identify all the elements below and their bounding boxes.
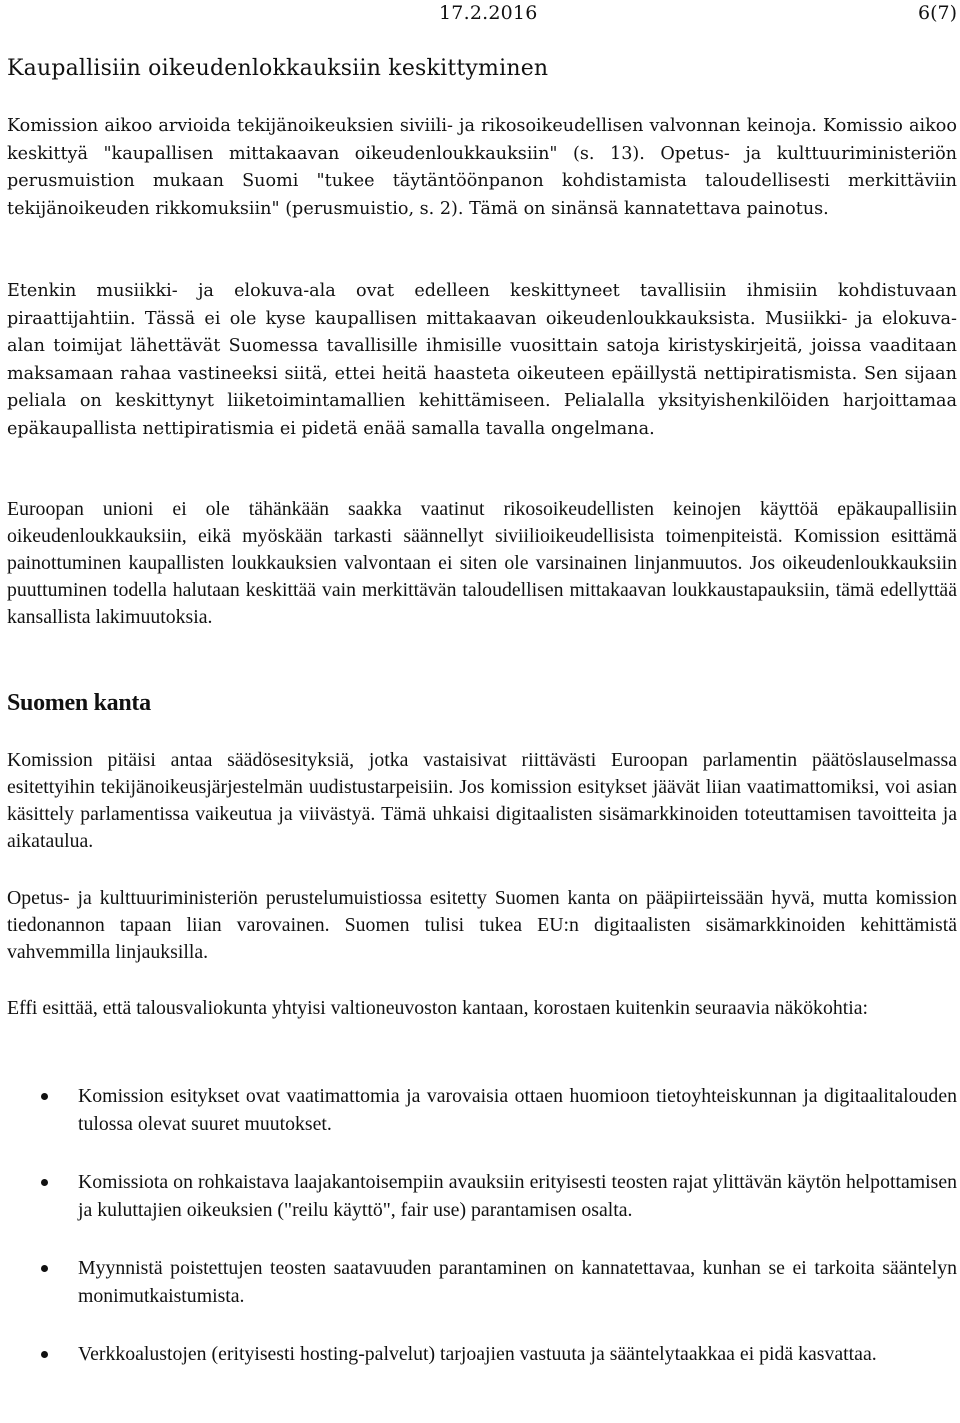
- paragraph-ministry-memo: Opetus- ja kulttuuriministeriön perustelumuistiossa esitetty Suomen kanta on pääpiirteissään hyvä, mutta komission tiedonannon tapaan liian varovainen. Suomen tulisi tukea EU:n digitaalisten sisämarkkinoiden kehittämistä vahvemmilla linjauksilla.: [7, 887, 957, 963]
- document-page: [7, 0, 957, 1423]
- paragraph-effi-proposal: Effi esittää, että talousvaliokunta yhtyisi valtioneuvoston kantaan, korostaen kuitenkin seuraavia näkökohtia:: [7, 997, 868, 1019]
- list-item-text: Komission esitykset ovat vaatimattomia ja varovaisia ottaen huomioon tietoyhteiskunnan ja digitaalitalouden tulossa olevat suuret muutokset.: [78, 1085, 957, 1135]
- document-date: 17.2.2016: [439, 2, 538, 24]
- viewpoints-list: [7, 1082, 957, 1398]
- list-item: [7, 1254, 957, 1310]
- list-item-text: Myynnistä poistettujen teosten saatavuuden parantaminen on kannatettavaa, kunhan se ei tarkoita sääntelyn monimutkaistumista.: [78, 1257, 957, 1307]
- bullet-icon: [41, 1265, 48, 1272]
- list-item: [7, 1340, 957, 1368]
- list-item-text: Komissiota on rohkaistava laajakantoisempiin avauksiin erityisesti teosten rajat ylittävän käytön helpottamisen ja kuluttajien oikeuksien ("reilu käyttö", fair use) parantamisen osalta.: [78, 1171, 957, 1221]
- paragraph-music-film-industry: Etenkin musiikki- ja elokuva-ala ovat edelleen keskittyneet tavallisiin ihmisiin kohdistuvaan piraattijahtiin. Tässä ei ole kyse kaupallisen mittakaavan oikeudenloukkauksista. Musiikki- ja elokuva-alan toimijat lähettävät Suomessa tavallisille ihmisille vuosittain satoja kiristyskirjeitä, joissa vaaditaan maksamaan rahaa vastineeksi siitä, ettei heitä haasteta oikeuteen epäillystä nettipiratismista. Sen sijaan peliala on keskittynyt liiketoimintamallien kehittämiseen. Pelialalla yksityishenkilöiden harjoittamaa epäkaupallista nettipiratismia ei pidetä enää samalla tavalla ongelmana.: [7, 281, 957, 439]
- list-item: [7, 1082, 957, 1138]
- section-title: Kaupallisiin oikeudenlokkauksiin keskittyminen: [7, 56, 549, 81]
- paragraph-commission-proposals: Komission pitäisi antaa säädösesityksiä, jotka vastaisivat riittävästi Euroopan parlamentin päätöslauselmassa esitettyihin tekijänoikeusjärjestelmän uudistustarpeisiin. Jos komission esitykset jäävät liian vaatimattomiksi, voi asian käsittely parlamentissa vaikeutua ja viivästyä. Tämä uhkaisi digitaalisten sisämarkkinoiden toteuttamisen tavoitteita ja aikataulua.: [7, 749, 957, 852]
- paragraph-eu-position: Euroopan unioni ei ole tähänkään saakka vaatinut rikosoikeudellisten keinojen käyttöä epäkaupallisiin oikeudenloukkauksiin, eikä myöskään tarkasti säännellyt siviilioikeudellisista toimenpiteistä. Komission esittämä painottuminen kaupallisten loukkauksien valvontaan ei siten ole varsinainen linjanmuutos. Jos oikeudenloukkauksiin puuttuminen todella halutaan keskittää vain merkittävän taloudellisen mittakaavan loukkaustapauksiin, tämä edellyttää kansallista lakimuutoksia.: [7, 498, 957, 628]
- bullet-icon: [41, 1351, 48, 1358]
- list-item-text: Verkkoalustojen (erityisesti hosting-palvelut) tarjoajien vastuuta ja sääntelytaakkaa ei pidä kasvattaa.: [78, 1343, 877, 1365]
- paragraph-commission-assessment: Komission aikoo arvioida tekijänoikeuksien siviili- ja rikosoikeudellisen valvonnan keinoja. Komissio aikoo keskittyä "kaupallisen mittakaavan oikeudenloukkauksiin" (s. 13). Opetus- ja kulttuuriministeriön perusmuistion mukaan Suomi "tukee täytäntöönpanon kohdistamista taloudellisesti merkittäviin tekijänoikeuden rikkomuksiin" (perusmuistio, s. 2). Tämä on sinänsä kannatettava painotus.: [7, 116, 957, 219]
- list-item: [7, 1168, 957, 1224]
- position-heading: Suomen kanta: [7, 690, 151, 716]
- bullet-icon: [41, 1179, 48, 1186]
- page-number: 6(7): [917, 2, 957, 24]
- bullet-icon: [41, 1093, 48, 1100]
